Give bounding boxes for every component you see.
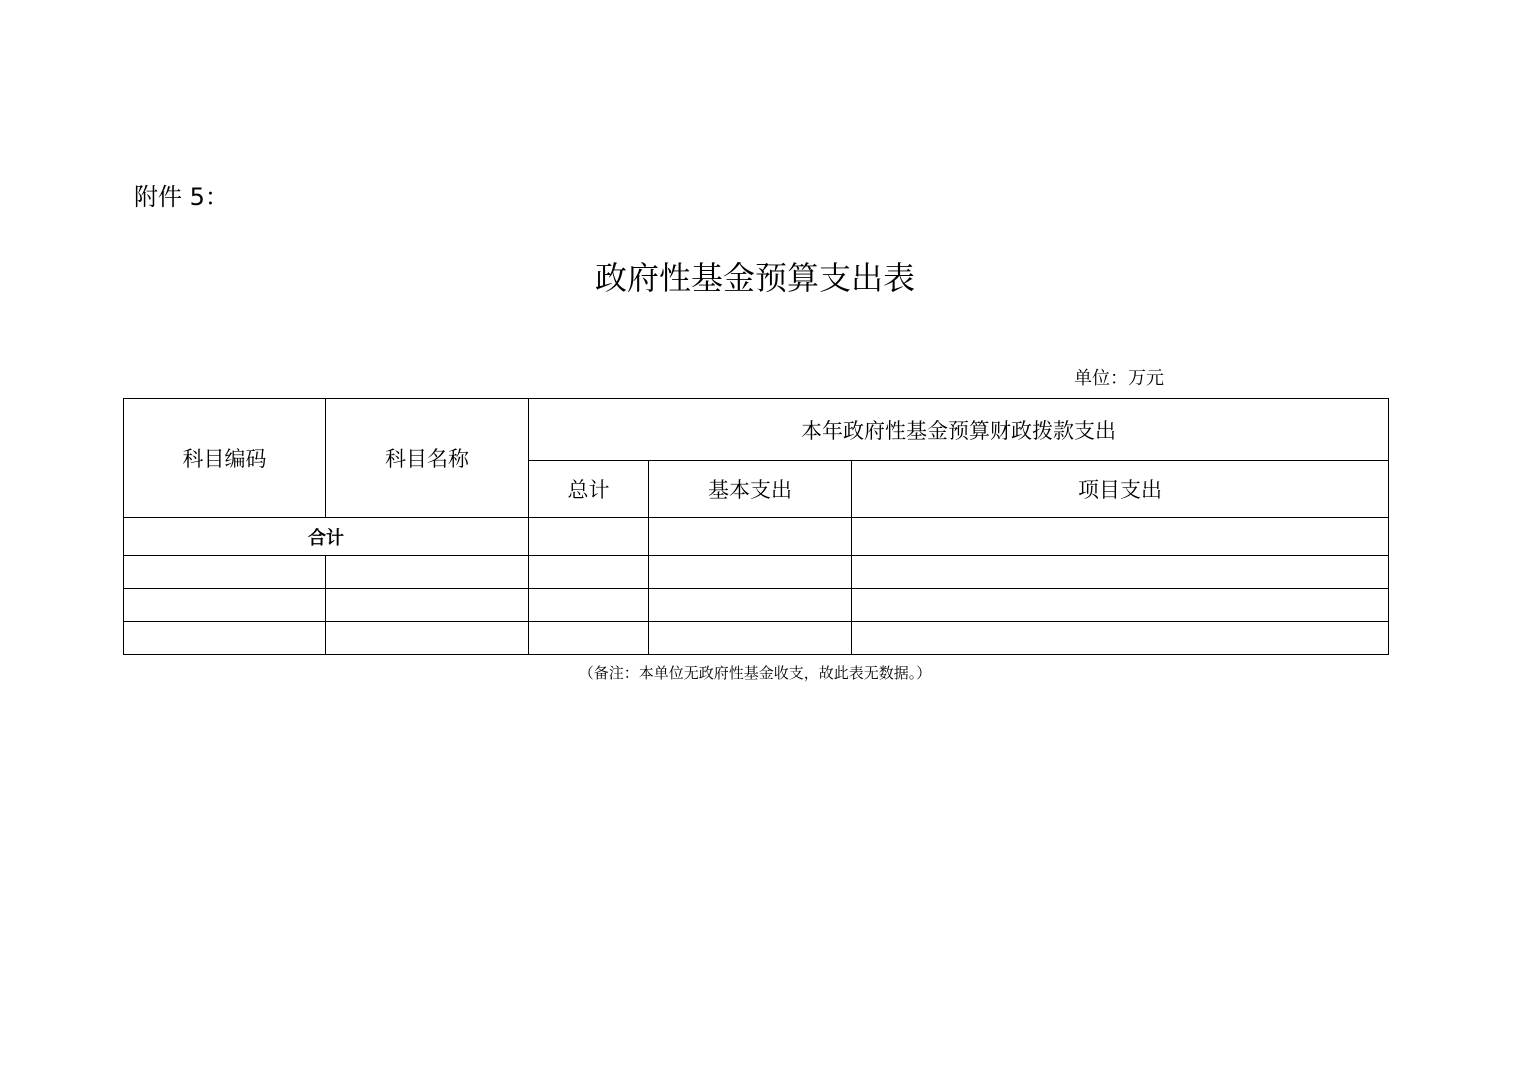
footnote: （备注：本单位无政府性基金收支，故此表无数据。） xyxy=(578,664,932,682)
header-expenditure-group: 本年政府性基金预算财政拨款支出 xyxy=(529,399,1389,461)
total-row-label: 合计 xyxy=(124,518,529,556)
total-row xyxy=(124,518,1389,556)
header-basic-expenditure: 基本支出 xyxy=(649,461,852,518)
cell-code xyxy=(124,556,326,589)
total-row-total xyxy=(529,518,649,556)
cell-basic xyxy=(649,556,852,589)
header-total: 总计 xyxy=(529,461,649,518)
table-row xyxy=(124,589,1389,622)
cell-total xyxy=(529,622,649,655)
header-row-1 xyxy=(124,399,1389,461)
cell-name xyxy=(326,589,529,622)
cell-total xyxy=(529,556,649,589)
total-row-basic xyxy=(649,518,852,556)
attachment-label: 附件 5： xyxy=(134,183,229,211)
cell-name xyxy=(326,556,529,589)
cell-project xyxy=(852,556,1389,589)
cell-project xyxy=(852,622,1389,655)
cell-code xyxy=(124,622,326,655)
cell-basic xyxy=(649,622,852,655)
budget-table xyxy=(123,398,1389,655)
unit-label: 单位：万元 xyxy=(1074,368,1164,389)
header-subject-name: 科目名称 xyxy=(326,399,529,518)
cell-name xyxy=(326,622,529,655)
total-row-project xyxy=(852,518,1389,556)
cell-code xyxy=(124,589,326,622)
header-subject-code: 科目编码 xyxy=(124,399,326,518)
table-row xyxy=(124,622,1389,655)
page-title: 政府性基金预算支出表 xyxy=(594,259,915,297)
table-row xyxy=(124,556,1389,589)
header-project-expenditure: 项目支出 xyxy=(852,461,1389,518)
cell-basic xyxy=(649,589,852,622)
cell-total xyxy=(529,589,649,622)
cell-project xyxy=(852,589,1389,622)
